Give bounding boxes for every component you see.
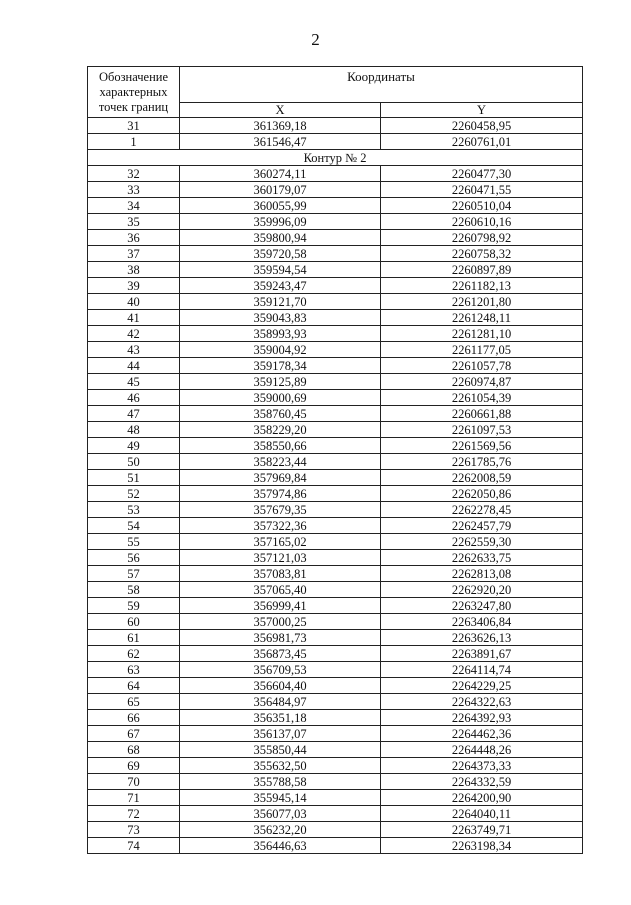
point-number-cell: 60 — [88, 614, 180, 630]
x-coordinate-cell: 355632,50 — [180, 758, 381, 774]
x-coordinate-cell: 359243,47 — [180, 278, 381, 294]
point-number-cell: 62 — [88, 646, 180, 662]
table-row — [88, 742, 583, 758]
y-coordinate-cell: 2260458,95 — [381, 118, 583, 134]
table-row — [88, 550, 583, 566]
y-coordinate-cell: 2262559,30 — [381, 534, 583, 550]
y-coordinate-cell: 2264392,93 — [381, 710, 583, 726]
point-number-cell: 74 — [88, 838, 180, 854]
x-coordinate-cell: 356709,53 — [180, 662, 381, 678]
table-row — [88, 198, 583, 214]
table-row — [88, 678, 583, 694]
x-coordinate-cell: 357121,03 — [180, 550, 381, 566]
point-number-cell: 45 — [88, 374, 180, 390]
point-number-cell: 51 — [88, 470, 180, 486]
table-row — [88, 630, 583, 646]
point-number-cell: 33 — [88, 182, 180, 198]
table-row — [88, 342, 583, 358]
table-row — [88, 838, 583, 854]
point-number-cell: 56 — [88, 550, 180, 566]
x-coordinate-cell: 359000,69 — [180, 390, 381, 406]
point-number-cell: 32 — [88, 166, 180, 182]
y-coordinate-cell: 2260477,30 — [381, 166, 583, 182]
y-coordinate-cell: 2263198,34 — [381, 838, 583, 854]
x-coordinate-cell: 357065,40 — [180, 582, 381, 598]
table-row — [88, 726, 583, 742]
y-coordinate-cell: 2263406,84 — [381, 614, 583, 630]
point-header-line: точек границ — [98, 99, 169, 114]
x-coordinate-cell: 356981,73 — [180, 630, 381, 646]
section-title: Контур № 2 — [88, 150, 583, 166]
table-row — [88, 182, 583, 198]
table-row — [88, 470, 583, 486]
y-coordinate-cell: 2264200,90 — [381, 790, 583, 806]
y-coordinate-cell: 2264373,33 — [381, 758, 583, 774]
y-coordinate-cell: 2262278,45 — [381, 502, 583, 518]
point-number-cell: 1 — [88, 134, 180, 150]
table-row — [88, 390, 583, 406]
y-coordinate-cell: 2261248,11 — [381, 310, 583, 326]
table-row — [88, 310, 583, 326]
table-row — [88, 598, 583, 614]
y-coordinate-cell: 2261785,76 — [381, 454, 583, 470]
point-number-cell: 72 — [88, 806, 180, 822]
x-column-header: X — [180, 103, 381, 118]
x-coordinate-cell: 359800,94 — [180, 230, 381, 246]
table-row — [88, 502, 583, 518]
y-coordinate-cell: 2260610,16 — [381, 214, 583, 230]
table-row — [88, 566, 583, 582]
point-number-cell: 57 — [88, 566, 180, 582]
point-number-cell: 43 — [88, 342, 180, 358]
point-number-cell: 58 — [88, 582, 180, 598]
table-row — [88, 294, 583, 310]
x-coordinate-cell: 356604,40 — [180, 678, 381, 694]
x-coordinate-cell: 359996,09 — [180, 214, 381, 230]
point-number-cell: 61 — [88, 630, 180, 646]
y-coordinate-cell: 2264229,25 — [381, 678, 583, 694]
x-coordinate-cell: 359178,34 — [180, 358, 381, 374]
table-row — [88, 438, 583, 454]
point-number-cell: 71 — [88, 790, 180, 806]
table-row — [88, 486, 583, 502]
point-number-cell: 44 — [88, 358, 180, 374]
y-coordinate-cell: 2261569,56 — [381, 438, 583, 454]
y-coordinate-cell: 2263749,71 — [381, 822, 583, 838]
point-number-cell: 73 — [88, 822, 180, 838]
y-coordinate-cell: 2260471,55 — [381, 182, 583, 198]
y-coordinate-cell: 2260661,88 — [381, 406, 583, 422]
y-column-header: Y — [381, 103, 583, 118]
point-number-cell: 68 — [88, 742, 180, 758]
y-coordinate-cell: 2264448,26 — [381, 742, 583, 758]
x-coordinate-cell: 359125,89 — [180, 374, 381, 390]
y-coordinate-cell: 2260974,87 — [381, 374, 583, 390]
table-row — [88, 262, 583, 278]
y-coordinate-cell: 2262008,59 — [381, 470, 583, 486]
y-coordinate-cell: 2262813,08 — [381, 566, 583, 582]
y-coordinate-cell: 2264040,11 — [381, 806, 583, 822]
point-number-cell: 54 — [88, 518, 180, 534]
x-coordinate-cell: 360055,99 — [180, 198, 381, 214]
x-coordinate-cell: 358760,45 — [180, 406, 381, 422]
table-row — [88, 246, 583, 262]
y-coordinate-cell: 2261057,78 — [381, 358, 583, 374]
x-coordinate-cell: 358229,20 — [180, 422, 381, 438]
table-row — [88, 422, 583, 438]
y-coordinate-cell: 2263891,67 — [381, 646, 583, 662]
y-coordinate-cell: 2260897,89 — [381, 262, 583, 278]
x-coordinate-cell: 356077,03 — [180, 806, 381, 822]
point-number-cell: 59 — [88, 598, 180, 614]
x-coordinate-cell: 357000,25 — [180, 614, 381, 630]
x-coordinate-cell: 356484,97 — [180, 694, 381, 710]
table-row — [88, 646, 583, 662]
y-coordinate-cell: 2261177,05 — [381, 342, 583, 358]
x-coordinate-cell: 360274,11 — [180, 166, 381, 182]
x-coordinate-cell: 357083,81 — [180, 566, 381, 582]
point-number-cell: 49 — [88, 438, 180, 454]
y-coordinate-cell: 2262633,75 — [381, 550, 583, 566]
table-row — [88, 710, 583, 726]
y-coordinate-cell: 2261281,10 — [381, 326, 583, 342]
x-coordinate-cell: 357322,36 — [180, 518, 381, 534]
y-coordinate-cell: 2261054,39 — [381, 390, 583, 406]
point-number-cell: 38 — [88, 262, 180, 278]
table-row — [88, 454, 583, 470]
table-row — [88, 518, 583, 534]
point-number-cell: 31 — [88, 118, 180, 134]
y-coordinate-cell: 2260758,32 — [381, 246, 583, 262]
table-header — [88, 67, 583, 118]
y-coordinate-cell: 2261097,53 — [381, 422, 583, 438]
x-coordinate-cell: 356446,63 — [180, 838, 381, 854]
y-coordinate-cell: 2264114,74 — [381, 662, 583, 678]
x-coordinate-cell: 359594,54 — [180, 262, 381, 278]
point-number-cell: 55 — [88, 534, 180, 550]
x-coordinate-cell: 356232,20 — [180, 822, 381, 838]
table-row — [88, 214, 583, 230]
x-coordinate-cell: 358993,93 — [180, 326, 381, 342]
table-row — [88, 662, 583, 678]
point-number-cell: 53 — [88, 502, 180, 518]
y-coordinate-cell: 2262457,79 — [381, 518, 583, 534]
x-coordinate-cell: 358223,44 — [180, 454, 381, 470]
point-designation-header — [88, 67, 180, 118]
table-row — [88, 806, 583, 822]
table-body-after-section — [88, 166, 583, 854]
point-header-line: характерных — [99, 84, 168, 99]
x-coordinate-cell: 357679,35 — [180, 502, 381, 518]
x-coordinate-cell: 361369,18 — [180, 118, 381, 134]
y-coordinate-cell: 2261201,80 — [381, 294, 583, 310]
table-row — [88, 358, 583, 374]
table-row — [88, 774, 583, 790]
point-number-cell: 42 — [88, 326, 180, 342]
table-row — [88, 582, 583, 598]
y-coordinate-cell: 2263247,80 — [381, 598, 583, 614]
x-coordinate-cell: 357974,86 — [180, 486, 381, 502]
point-number-cell: 36 — [88, 230, 180, 246]
table-row — [88, 230, 583, 246]
point-number-cell: 34 — [88, 198, 180, 214]
point-number-cell: 39 — [88, 278, 180, 294]
x-coordinate-cell: 358550,66 — [180, 438, 381, 454]
table-row — [88, 790, 583, 806]
table-row — [88, 278, 583, 294]
table-row — [88, 166, 583, 182]
coordinates-table — [87, 66, 583, 854]
x-coordinate-cell: 355850,44 — [180, 742, 381, 758]
point-number-cell: 47 — [88, 406, 180, 422]
point-number-cell: 69 — [88, 758, 180, 774]
table-row — [88, 758, 583, 774]
point-number-cell: 46 — [88, 390, 180, 406]
table-row — [88, 406, 583, 422]
point-number-cell: 40 — [88, 294, 180, 310]
x-coordinate-cell: 361546,47 — [180, 134, 381, 150]
coordinates-header: Координаты — [180, 67, 583, 103]
point-number-cell: 50 — [88, 454, 180, 470]
point-header-line: Обозначение — [98, 69, 169, 84]
x-coordinate-cell: 355945,14 — [180, 790, 381, 806]
x-coordinate-cell: 356351,18 — [180, 710, 381, 726]
y-coordinate-cell: 2261182,13 — [381, 278, 583, 294]
section-body — [88, 150, 583, 166]
x-coordinate-cell: 359043,83 — [180, 310, 381, 326]
table-body-before-section — [88, 118, 583, 150]
y-coordinate-cell: 2264332,59 — [381, 774, 583, 790]
x-coordinate-cell: 357165,02 — [180, 534, 381, 550]
y-coordinate-cell: 2263626,13 — [381, 630, 583, 646]
y-coordinate-cell: 2260761,01 — [381, 134, 583, 150]
x-coordinate-cell: 356999,41 — [180, 598, 381, 614]
x-coordinate-cell: 356873,45 — [180, 646, 381, 662]
table-row — [88, 374, 583, 390]
point-number-cell: 65 — [88, 694, 180, 710]
table-row — [88, 822, 583, 838]
table-row — [88, 534, 583, 550]
point-number-cell: 66 — [88, 710, 180, 726]
x-coordinate-cell: 359121,70 — [180, 294, 381, 310]
page-number: 2 — [311, 30, 320, 49]
x-coordinate-cell: 360179,07 — [180, 182, 381, 198]
table-row — [88, 614, 583, 630]
point-number-cell: 64 — [88, 678, 180, 694]
x-coordinate-cell: 355788,58 — [180, 774, 381, 790]
x-coordinate-cell: 359720,58 — [180, 246, 381, 262]
y-coordinate-cell: 2264462,36 — [381, 726, 583, 742]
point-number-cell: 37 — [88, 246, 180, 262]
point-number-cell: 41 — [88, 310, 180, 326]
y-coordinate-cell: 2262920,20 — [381, 582, 583, 598]
x-coordinate-cell: 356137,07 — [180, 726, 381, 742]
y-coordinate-cell: 2260798,92 — [381, 230, 583, 246]
y-coordinate-cell: 2264322,63 — [381, 694, 583, 710]
table-row — [88, 326, 583, 342]
point-number-cell: 35 — [88, 214, 180, 230]
table-row — [88, 134, 583, 150]
table-row — [88, 118, 583, 134]
table-row — [88, 694, 583, 710]
point-number-cell: 48 — [88, 422, 180, 438]
y-coordinate-cell: 2262050,86 — [381, 486, 583, 502]
point-number-cell: 70 — [88, 774, 180, 790]
y-coordinate-cell: 2260510,04 — [381, 198, 583, 214]
x-coordinate-cell: 359004,92 — [180, 342, 381, 358]
x-coordinate-cell: 357969,84 — [180, 470, 381, 486]
point-number-cell: 52 — [88, 486, 180, 502]
point-number-cell: 67 — [88, 726, 180, 742]
point-number-cell: 63 — [88, 662, 180, 678]
